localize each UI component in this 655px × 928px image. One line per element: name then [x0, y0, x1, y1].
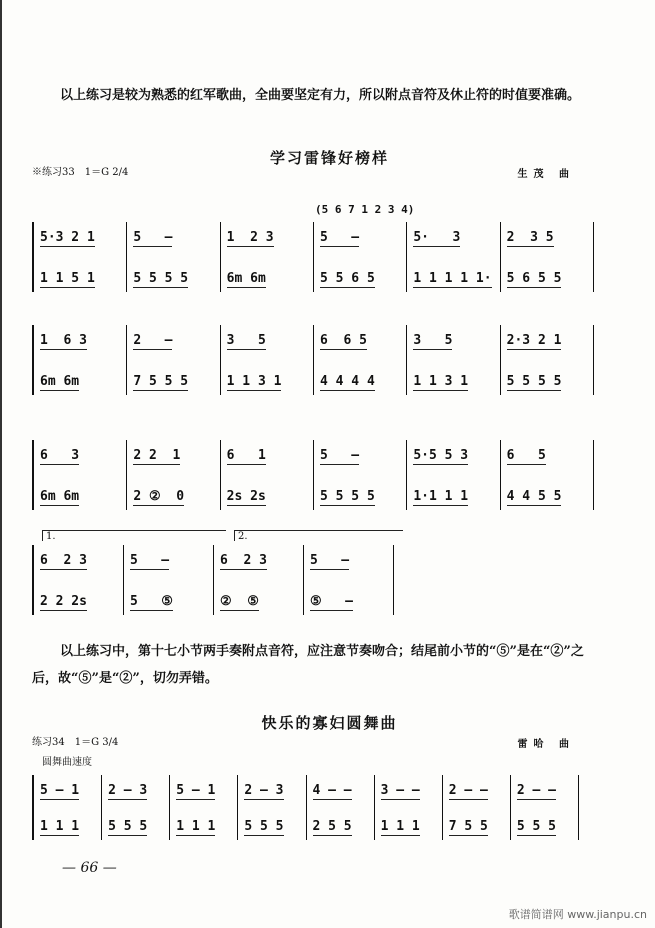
lower-notes: 1 1 1 1 1·: [413, 271, 492, 286]
upper-notes: 2·3 2 1: [506, 333, 562, 348]
upper-notes: 5 —: [319, 230, 360, 245]
upper-notes: 4 — —: [312, 783, 352, 798]
upper-notes: 6 2 3: [220, 553, 267, 568]
upper-notes: 6 2 3: [40, 553, 87, 568]
page-number: — 66 —: [62, 860, 117, 876]
measure: [127, 440, 220, 510]
piece2-title: 快乐的寡妇圆舞曲: [261, 714, 398, 732]
piece2-composer: 雷哈 曲: [517, 739, 575, 750]
staff-system: [32, 775, 579, 840]
upper-notes: 2 — 3: [108, 783, 148, 798]
measure: [511, 775, 579, 840]
watermark: 歌谱简谱网 www.jianpu.cn: [508, 908, 647, 921]
lower-notes: 6m 6m: [226, 271, 266, 286]
measure: [238, 775, 306, 840]
upper-notes: 6 3: [40, 448, 80, 463]
upper-notes: 1 2 3: [226, 230, 274, 245]
staff-system: [32, 222, 594, 292]
measure: [443, 775, 511, 840]
lower-notes: 5 5 5: [516, 819, 557, 834]
measure: [501, 440, 594, 510]
measure: [214, 545, 304, 615]
measure: [307, 775, 375, 840]
lower-notes: 4 4 4 4: [319, 374, 375, 389]
measure: [221, 325, 314, 395]
lower-notes: 2 5 5: [312, 819, 352, 834]
upper-notes: 1 6 3: [40, 333, 87, 348]
measure: [221, 440, 314, 510]
lower-notes: 1 1 3 1: [413, 374, 469, 389]
measure: [34, 775, 102, 840]
lower-notes: 5 5 5: [108, 819, 148, 834]
upper-notes: 6 6 5: [319, 333, 367, 348]
lower-notes: 5 5 5 5: [506, 374, 562, 389]
lower-notes: 5 5 5 5: [133, 271, 189, 286]
measure: [501, 325, 594, 395]
measure: [375, 775, 443, 840]
lower-notes: 5 5 5 5: [319, 489, 375, 504]
upper-notes: 5 —: [130, 553, 170, 568]
upper-notes: 2 2 1: [133, 448, 181, 463]
lower-notes: 1 1 1: [40, 819, 80, 834]
measure: [501, 222, 594, 292]
upper-notes: 5·5 5 3: [413, 448, 469, 463]
measure: [34, 325, 127, 395]
staff-system: [32, 325, 594, 395]
lower-notes: 1 1 1: [380, 819, 420, 834]
piece1-title: 学习雷锋好榜样: [269, 149, 389, 167]
volta-1: 1.: [42, 530, 226, 541]
measure: [304, 545, 394, 615]
intro-paragraph: 以上练习是较为熟悉的红军歌曲，全曲要坚定有力，所以附点音符及休止符的时值要准确。: [60, 88, 581, 103]
piece2-label: 练习34 1＝G 3/4: [32, 737, 119, 748]
measure: [221, 222, 314, 292]
measure: [34, 440, 127, 510]
tempo-marking: 圆舞曲速度: [42, 757, 92, 768]
lower-notes: 2 2 2s: [40, 594, 87, 609]
upper-notes: 3 — —: [380, 783, 420, 798]
lower-notes: 7 5 5 5: [133, 374, 189, 389]
measure: [407, 440, 500, 510]
lower-notes: 5 5 6 5: [319, 271, 375, 286]
lower-notes: 2 ② 0: [133, 489, 185, 504]
upper-notes: 2 3 5: [506, 230, 554, 245]
piece1-composer: 生茂 曲: [517, 169, 575, 180]
measure: [34, 545, 124, 615]
lower-notes: 5 ⑤: [130, 594, 173, 609]
upper-notes: 6 5: [506, 448, 546, 463]
measure: [314, 222, 407, 292]
upper-notes: 2 — —: [448, 783, 488, 798]
measure: [102, 775, 170, 840]
upper-notes: 2 —: [133, 333, 173, 348]
upper-notes: 5 — 1: [176, 783, 216, 798]
staff-system: [32, 545, 394, 615]
lower-notes: 1 1 5 1: [40, 271, 95, 286]
scale-annotation: (5 6 7 1 2 3 4): [315, 203, 415, 216]
upper-notes: 3 5: [226, 333, 266, 348]
upper-notes: 2 — 3: [244, 783, 284, 798]
upper-notes: 3 5: [413, 333, 453, 348]
upper-notes: 5 —: [319, 448, 360, 463]
measure: [314, 325, 407, 395]
upper-notes: 6 1: [226, 448, 266, 463]
measure: [127, 222, 220, 292]
lower-notes: 1 1 3 1: [226, 374, 282, 389]
lower-notes: ⑤ —: [310, 594, 353, 609]
measure: [407, 325, 500, 395]
upper-notes: 5 —: [133, 230, 173, 245]
middle-paragraph: 以上练习中，第十七小节两手奏附点音符，应注意节奏吻合；结尾前小节的“⑤”是在“②”之后，故“⑤”是“②”，切勿弄错。: [32, 644, 584, 686]
lower-notes: 4 4 5 5: [506, 489, 562, 504]
lower-notes: 1 1 1: [176, 819, 216, 834]
measure: [127, 325, 220, 395]
upper-notes: 5 — 1: [40, 783, 80, 798]
lower-notes: 5 5 5: [244, 819, 284, 834]
measure: [407, 222, 500, 292]
measure: [124, 545, 214, 615]
upper-notes: 5 —: [310, 553, 350, 568]
staff-system: [32, 440, 594, 510]
lower-notes: 6m 6m: [40, 489, 80, 504]
piece1-label: ※练习33 1＝G 2/4: [32, 167, 129, 178]
lower-notes: 1·1 1 1: [413, 489, 469, 504]
measure: [314, 440, 407, 510]
upper-notes: 2 — —: [516, 783, 557, 798]
lower-notes: 6m 6m: [40, 374, 80, 389]
lower-notes: 2s 2s: [226, 489, 266, 504]
lower-notes: 5 6 5 5: [506, 271, 562, 286]
lower-notes: ② ⑤: [220, 594, 259, 609]
upper-notes: 5·3 2 1: [40, 230, 95, 245]
lower-notes: 7 5 5: [448, 819, 488, 834]
volta-2: 2.: [234, 530, 403, 541]
upper-notes: 5· 3: [413, 230, 461, 245]
measure: [34, 222, 127, 292]
measure: [170, 775, 238, 840]
